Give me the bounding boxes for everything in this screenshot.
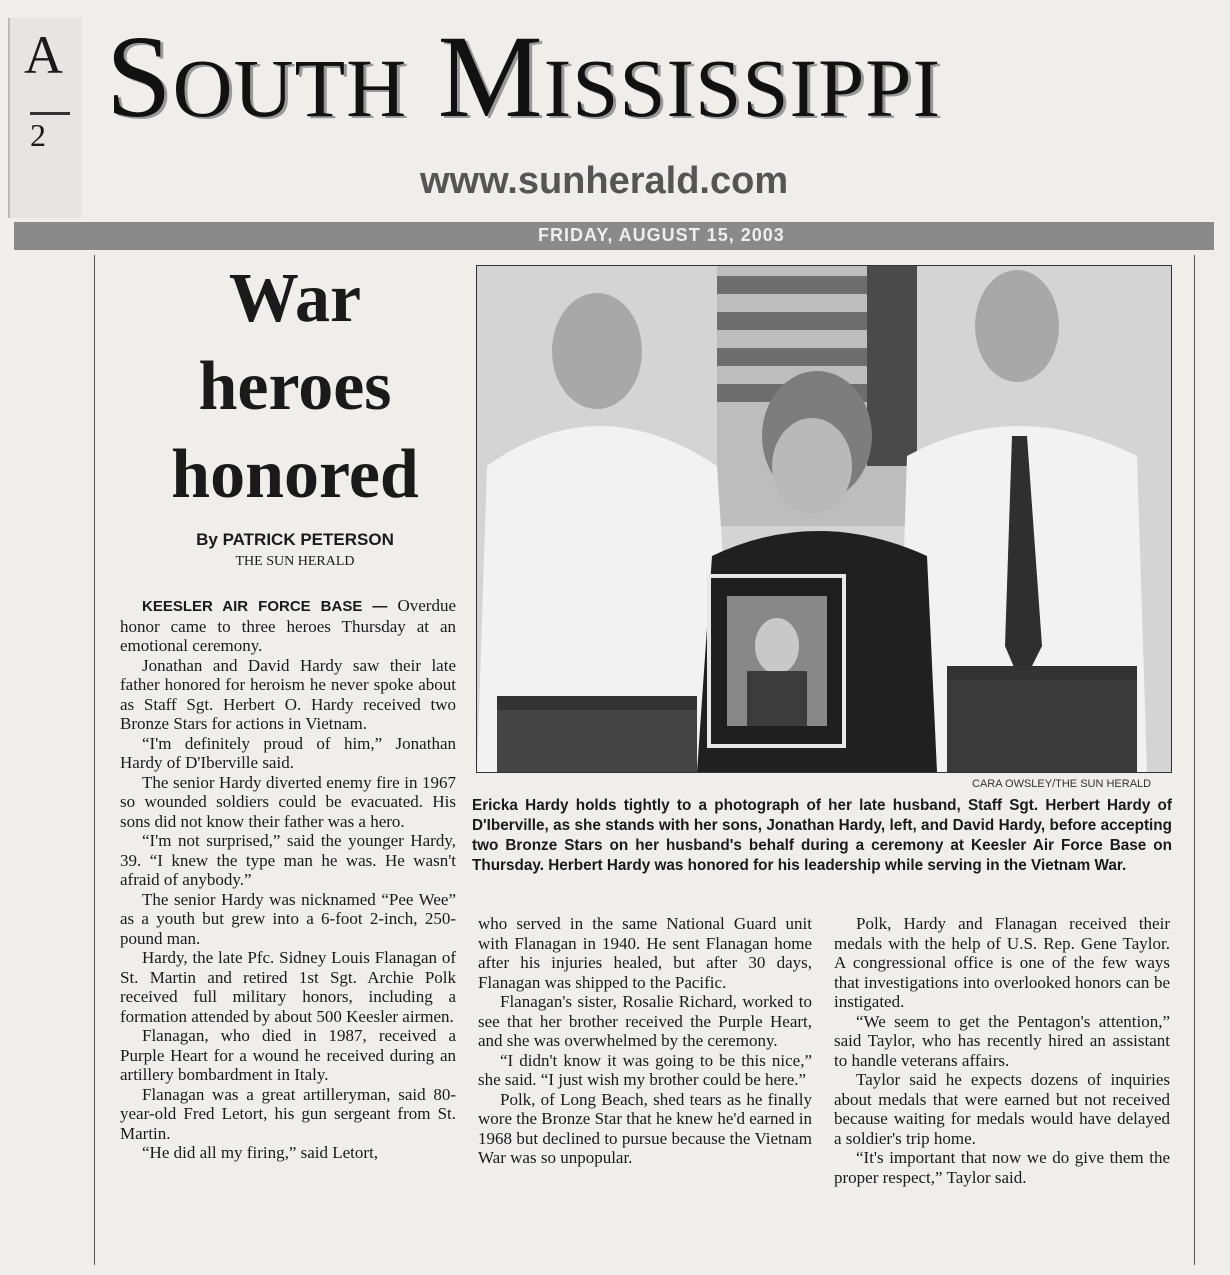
article-column-1 [120,596,456,1163]
masthead [106,6,1216,156]
paragraph: Polk, Hardy and Flanagan received their medals with the help of U.S. Rep. Gene Taylor. A congressional office is one of the few ways that investigations into overlooked honors can be instigated. [834,914,1170,1011]
paragraph: Hardy, the late Pfc. Sidney Louis Flanagan of St. Martin and retired 1st Sgt. Archie Polk received full military honors, including a formation attended by about 500 Keesler airmen. [120,948,456,1026]
headline-line: War [228,260,362,337]
paragraph: “He did all my firing,” said Letort, [142,1143,379,1162]
section-letter: A [24,25,63,85]
paragraph: “I'm not surprised,” said the younger Hardy, 39. “I knew the type man he was. He wasn't afraid of anybody.” [120,831,456,889]
headline [120,255,470,519]
photo-illustration [477,266,1171,772]
article-column-3 [834,914,1170,1187]
paragraph: Flanagan's sister, Rosalie Richard, worked to see that her brother received the Purple Heart, and she was overwhelmed by the ceremony. [478,992,812,1050]
paragraph: “It's important that now we do give them the proper respect,” Taylor said. [834,1148,1170,1187]
date-band [14,222,1214,250]
publication-date: FRIDAY, AUGUST 15, 2003 [538,225,785,245]
paragraph: KEESLER AIR FORCE BASE — Overdue honor came to three heroes Thursday at an emotional ceremony. [120,596,457,655]
photo-credit: CARA OWSLEY/THE SUN HERALD [972,778,1152,790]
section-number: 2 [30,112,70,154]
website-url: www.sunherald.com [420,160,789,202]
paragraph: Flanagan was a great artilleryman, said 80-year-old Fred Letort, his gun sergeant from St. Martin. [120,1084,456,1143]
paragraph: “I didn't know it was going to be this nice,” she said. “I just wish my brother could be here.” [478,1050,812,1089]
right-column-rule [1194,255,1195,1265]
article-column-2 [478,914,812,1168]
byline-org: THE SUN HERALD [235,554,355,569]
headline-line: honored [171,436,419,513]
left-column-rule [94,255,95,1265]
paragraph: The senior Hardy was nicknamed “Pee Wee” as a youth but grew into a 6-foot 2-inch, 250-pound man. [120,889,456,948]
photo-caption: Ericka Hardy holds tightly to a photograph of her late husband, Staff Sgt. Herbert Hardy of D'Iberville, as she stands with her sons, Jonathan Hardy, left, and David Hardy, before accepting two Bronze Stars on her husband's behalf during a ceremony at Keesler Air Force Base on Thursday. Herbert Hardy was honored for his leadership while serving in the Vietnam War. [472,797,1172,874]
paragraph: Taylor said he expects dozens of inquiries about medals that were earned but not received because waiting for medals would have delayed a soldier's trip home. [834,1070,1170,1148]
paragraph: Polk, of Long Beach, shed tears as he finally wore the Bronze Star that he knew he'd earned in 1968 but declined to pursue because the Vietnam War was so unpopular. [478,1089,812,1167]
paragraph: Jonathan and David Hardy saw their late father honored for heroism he never spoke about as Staff Sgt. Herbert O. Hardy received two Bronze Stars for actions in Vietnam. [120,655,456,733]
masthead-title: South Mississippi [106,11,942,142]
paragraph: “We seem to get the Pentagon's attention,” said Taylor, who has recently hired an assistant to handle veterans affairs. [834,1011,1170,1070]
paragraph: The senior Hardy diverted enemy fire in 1967 so wounded soldiers could be evacuated. His sons did not know their father was a hero. [120,772,456,831]
dateline: KEESLER AIR FORCE BASE — [142,598,388,615]
headline-line: heroes [198,348,392,425]
paragraph: “I'm definitely proud of him,” Jonathan Hardy of D'Iberville said. [120,733,456,772]
byline: By PATRICK PETERSON [196,530,394,549]
news-photo [476,265,1172,773]
paragraph: who served in the same National Guard unit with Flanagan in 1940. He sent Flanagan home after his injuries healed, but after 30 days, Flanagan was shipped to the Pacific. [478,914,812,992]
paragraph: Flanagan, who died in 1987, received a Purple Heart for a wound he received during an artillery bombardment in Italy. [120,1026,456,1084]
